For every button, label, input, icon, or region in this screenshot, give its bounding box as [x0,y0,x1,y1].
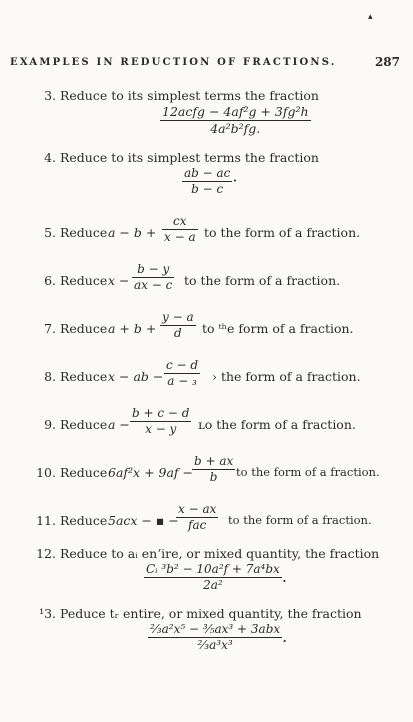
exercise-number: 7. [44,321,56,336]
numerator: y − a [162,310,194,324]
denominator: x − a [164,230,196,244]
running-header [10,57,400,68]
exercise-4-fraction [182,166,238,197]
exercise-tail: to ᵗʰe form of a fraction. [202,321,354,336]
exercise-word: Reduce [60,417,108,432]
numerator: 12acfg − 4af²g + 3fg²h [162,104,309,119]
denominator: a − ₃ [167,374,197,388]
exercise-number: 5. [44,225,56,240]
exercise-tail: › the form of a fraction. [212,369,361,384]
numerator: b − y [132,262,174,278]
trailing-mark: . [282,627,288,646]
exercise-word: Reduce [60,369,108,384]
expression-lead: 6af²x + 9af − [108,465,193,480]
expression-lead: a − b + [108,225,157,240]
exercise-number: ¹3. [39,606,56,621]
exercise-text: Reduce to its simplest terms the fraction [60,88,319,103]
denominator: 2a² [203,578,223,592]
exercise-number: 10. [36,465,56,480]
header-title: EXAMPLES IN REDUCTION OF FRACTIONS. [10,57,337,68]
expression-lead: 5acx − ▪ − [108,513,179,528]
denominator: b [209,470,218,484]
denominator: x − y [145,422,177,436]
expression-lead: a − [108,417,130,432]
exercise-tail: to the form of a fraction. [204,225,361,240]
page-number: 287 [374,55,400,69]
exercise-tail: ʟo the form of a fraction. [198,417,356,432]
exercise-13-fraction [148,622,287,653]
numerator: c − d [166,358,199,372]
numerator: b + ax [194,454,234,468]
exercise-tail: to the form of a fraction. [184,273,341,288]
denominator: fac [188,518,207,532]
expression-lead: x − ab − [108,369,164,384]
exercise-word: Reduce [60,513,108,528]
trailing-mark: · [232,171,238,190]
denominator: 4a²b²fg. [210,120,261,136]
exercise-word: Reduce [60,273,108,288]
exercise-word: Reduce [60,465,108,480]
numerator: Cᵢ ³b² − 10a²f + 7a⁴bx [146,562,280,576]
numerator: ⅔a²x⁵ − ⅗ax³ + 3abx [150,622,281,636]
denominator: ax − c [134,278,173,292]
exercise-word: Reduce [60,321,108,336]
numerator: ab − ac [184,166,231,180]
exercise-12-fraction [144,562,287,593]
exercise-number: 4. [44,150,56,165]
exercise-number: 6. [44,273,56,288]
denominator: b − c [191,182,224,196]
exercise-text: Reduce to its simplest terms the fraction [60,150,319,165]
exercise-number: 3. [44,88,56,103]
exercise-number: 11. [36,513,56,528]
numerator: cx [162,214,198,230]
exercise-word: Reduce [60,225,108,240]
exercise-number: 9. [44,417,56,432]
corner-mark: ▴ [368,12,373,22]
exercise-tail: to the form of a fraction. [236,465,380,479]
numerator: b + c − d [132,406,190,420]
exercise-3-fraction [160,104,311,136]
trailing-mark: . [281,567,287,586]
denominator: d [173,326,182,340]
exercise-text: Reduce to aᵢ enʼire, or mixed quantity, the fraction [60,546,380,561]
exercise-tail: to the form of a fraction. [228,513,372,527]
exercise-number: 12. [36,546,56,561]
exercise-text: Peduce tᵣ entire, or mixed quantity, the fraction [60,606,362,621]
exercise-number: 8. [44,369,56,384]
numerator: x − ax [178,502,217,516]
denominator: ⅔a³x³ [197,638,233,652]
expression-lead: a + b + [108,321,157,336]
expression-lead: x − [108,273,130,288]
